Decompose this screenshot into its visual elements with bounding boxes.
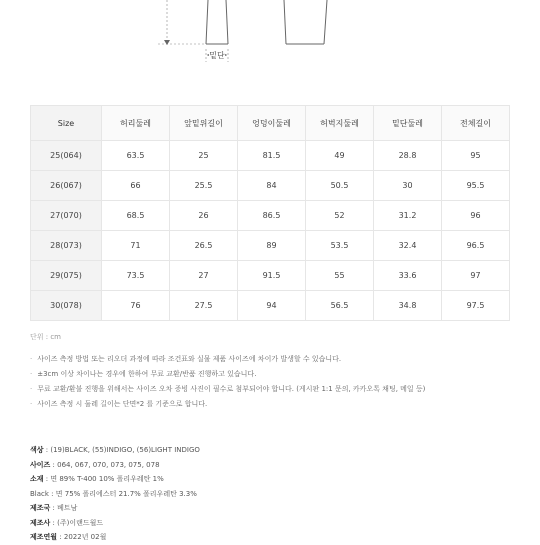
table-cell: 28.8: [374, 141, 442, 171]
table-header-row: [31, 106, 510, 141]
column-header: 허리둘레: [102, 106, 170, 141]
table-row: [31, 291, 510, 321]
spec-value: (주)이랜드월드: [57, 518, 104, 527]
spec-size: 사이즈 : 064, 067, 070, 073, 075, 078: [30, 460, 160, 469]
table-row: [31, 201, 510, 231]
spec-value: 베트남: [57, 504, 78, 512]
table-cell: 89: [238, 231, 306, 261]
column-header: 허벅지둘레: [306, 106, 374, 141]
table-cell: 32.4: [374, 231, 442, 261]
unit-label: 단위 : cm: [30, 333, 62, 341]
table-cell: 66: [102, 171, 170, 201]
table-cell: 49: [306, 141, 374, 171]
table-row: [31, 141, 510, 171]
table-cell: 26: [170, 201, 238, 231]
table-row: [31, 231, 510, 261]
table-cell: 81.5: [238, 141, 306, 171]
spec-color: 색상 : (19)BLACK, (55)INDIGO, (56)LIGHT INDIGO: [30, 446, 200, 454]
hem-label: 밑단: [209, 51, 225, 60]
table-cell: 96: [442, 201, 510, 231]
size-cell: 29(075): [31, 261, 102, 291]
size-chart-table: [30, 105, 510, 321]
spec-key: 색상: [30, 446, 44, 454]
table-cell: 52: [306, 201, 374, 231]
spec-value: 2022년 02월: [63, 533, 107, 541]
note-item: · ±3cm 이상 차이나는 경우에 한하여 무료 교환/반품 진행하고 있습니다.: [30, 367, 425, 382]
spec-key: Black: [30, 489, 49, 498]
table-cell: 25.5: [170, 171, 238, 201]
table-row: [31, 261, 510, 291]
pants-diagram: [0, 0, 540, 70]
table-cell: 50.5: [306, 171, 374, 201]
column-header: 밑단둘레: [374, 106, 442, 141]
pants-illustration: [0, 0, 540, 70]
size-cell: 25(064): [31, 141, 102, 171]
spec-date: 제조연월 : 2022년 02월: [30, 533, 107, 541]
column-header: 엉덩이둘레: [238, 106, 306, 141]
spec-key: 제조사: [30, 518, 51, 527]
spec-key: 제조국: [30, 504, 51, 512]
table-cell: 27.5: [170, 291, 238, 321]
spec-key: 소재: [30, 475, 44, 483]
column-header: 앞밑위길이: [170, 106, 238, 141]
table-cell: 30: [374, 171, 442, 201]
spec-value: 면 75% 폴리에스터 21.7% 폴리우레탄 3.3%: [55, 489, 197, 498]
column-header: Size: [31, 106, 102, 141]
table-cell: 86.5: [238, 201, 306, 231]
table-cell: 76: [102, 291, 170, 321]
table-cell: 71: [102, 231, 170, 261]
table-cell: 25: [170, 141, 238, 171]
spec-value: (19)BLACK, (55)INDIGO, (56)LIGHT INDIGO: [50, 446, 200, 454]
table-cell: 73.5: [102, 261, 170, 291]
size-cell: 26(067): [31, 171, 102, 201]
table-cell: 55: [306, 261, 374, 291]
size-notes-list: [30, 352, 425, 412]
table-cell: 26.5: [170, 231, 238, 261]
spec-country: 제조국 : 베트남: [30, 504, 78, 512]
table-cell: 97: [442, 261, 510, 291]
table-cell: 96.5: [442, 231, 510, 261]
table-cell: 31.2: [374, 201, 442, 231]
spec-value: 064, 067, 070, 073, 075, 078: [57, 460, 160, 469]
spec-value: 면 89% T-400 10% 폴리우레탄 1%: [50, 475, 164, 483]
table-cell: 33.6: [374, 261, 442, 291]
spec-key: 제조연월: [30, 533, 58, 541]
note-item: · 무료 교환/환불 진행을 위해서는 사이즈 오차 증빙 사진이 필수로 첨부되어야 합니다. (게시판 1:1 문의, 카카오톡 채팅, 메일 등): [30, 382, 425, 397]
spec-material: 소재 : 면 89% T-400 10% 폴리우레탄 1%: [30, 475, 164, 483]
size-cell: 27(070): [31, 201, 102, 231]
table-row: [31, 171, 510, 201]
product-specs-list: [30, 443, 200, 545]
table-cell: 95.5: [442, 171, 510, 201]
table-cell: 97.5: [442, 291, 510, 321]
note-item: · 사이즈 측정 시 둘레 길이는 단면*2 를 기준으로 합니다.: [30, 397, 425, 412]
spec-key: 사이즈: [30, 460, 51, 469]
note-item: · 사이즈 측정 방법 또는 리오더 과정에 따라 조건표와 실물 제품 사이즈에 차이가 발생할 수 있습니다.: [30, 352, 425, 367]
column-header: 전체길이: [442, 106, 510, 141]
spec-manufacturer: 제조사 : (주)이랜드월드: [30, 518, 104, 527]
table-cell: 63.5: [102, 141, 170, 171]
size-cell: 28(073): [31, 231, 102, 261]
spec-material-black: Black : 면 75% 폴리에스터 21.7% 폴리우레탄 3.3%: [30, 489, 197, 498]
size-cell: 30(078): [31, 291, 102, 321]
table-cell: 91.5: [238, 261, 306, 291]
table-cell: 53.5: [306, 231, 374, 261]
table-cell: 94: [238, 291, 306, 321]
table-cell: 95: [442, 141, 510, 171]
table-cell: 68.5: [102, 201, 170, 231]
table-cell: 56.5: [306, 291, 374, 321]
table-cell: 27: [170, 261, 238, 291]
table-cell: 34.8: [374, 291, 442, 321]
table-cell: 84: [238, 171, 306, 201]
